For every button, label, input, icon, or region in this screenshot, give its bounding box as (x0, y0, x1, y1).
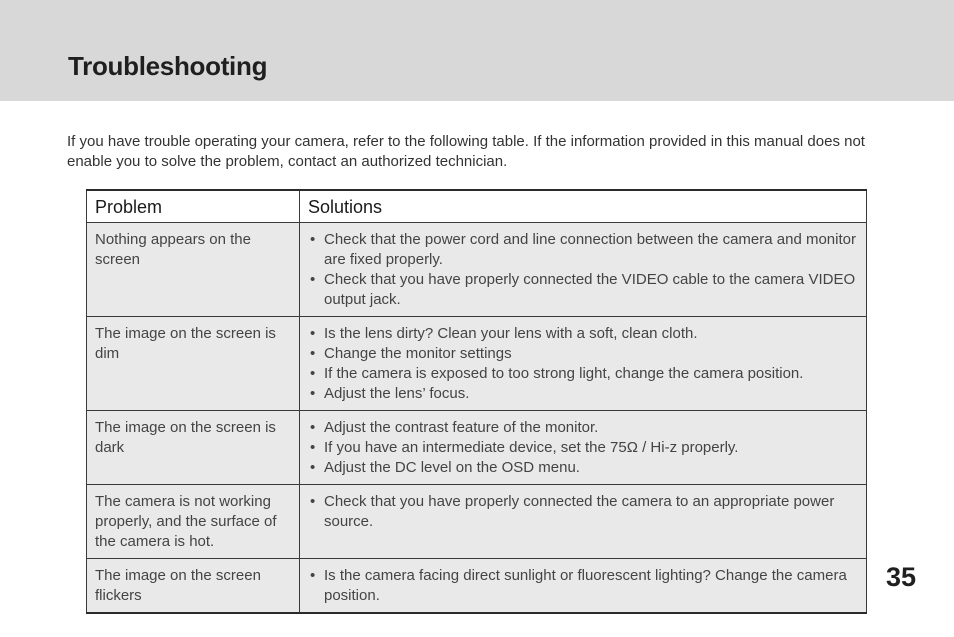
problem-cell: The image on the screen is dark (87, 411, 300, 485)
solution-item: • Check that you have properly connected the VIDEO cable to the camera VIDEO output jack. (308, 270, 858, 310)
table-row (87, 317, 867, 411)
solution-item: • Is the camera facing direct sunlight or fluorescent lighting? Change the camera position. (308, 566, 858, 606)
solutions-cell (300, 411, 867, 485)
solutions-list (308, 566, 858, 606)
solutions-list (308, 418, 858, 478)
solution-item: • If the camera is exposed to too strong light, change the camera position. (308, 364, 858, 384)
solutions-cell (300, 559, 867, 614)
solutions-list (308, 230, 858, 310)
header-problem: Problem (87, 190, 300, 223)
solutions-cell (300, 485, 867, 559)
table-row (87, 559, 867, 614)
troubleshooting-table (86, 189, 867, 614)
problem-cell: The image on the screen flickers (87, 559, 300, 614)
solutions-cell (300, 223, 867, 317)
problem-cell: Nothing appears on the screen (87, 223, 300, 317)
header-solutions: Solutions (300, 190, 867, 223)
table-header-row (87, 190, 867, 223)
solution-item: • Is the lens dirty? Clean your lens with a soft, clean cloth. (308, 324, 858, 344)
table-row (87, 223, 867, 317)
solution-item: • If you have an intermediate device, set the 75Ω / Hi-z properly. (308, 438, 858, 458)
problem-cell: The camera is not working properly, and the surface of the camera is hot. (87, 485, 300, 559)
solution-item: • Check that the power cord and line connection between the camera and monitor are fixed properly. (308, 230, 858, 270)
page-title: Troubleshooting (68, 51, 268, 81)
solutions-list (308, 492, 858, 532)
solution-item: • Check that you have properly connected the camera to an appropriate power source. (308, 492, 858, 532)
intro-paragraph: If you have trouble operating your camera, refer to the following table. If the information provided in this manual does not enable you to solve the problem, contact an authorized technician. (67, 133, 865, 170)
solution-item: • Adjust the DC level on the OSD menu. (308, 458, 858, 478)
table-row (87, 485, 867, 559)
solutions-cell (300, 317, 867, 411)
page-number: 35 (886, 562, 917, 592)
solution-item: • Change the monitor settings (308, 344, 858, 364)
problem-cell: The image on the screen is dim (87, 317, 300, 411)
solution-item: • Adjust the lens’ focus. (308, 384, 858, 404)
solutions-list (308, 324, 858, 404)
solution-item: • Adjust the contrast feature of the monitor. (308, 418, 858, 438)
table-row (87, 411, 867, 485)
